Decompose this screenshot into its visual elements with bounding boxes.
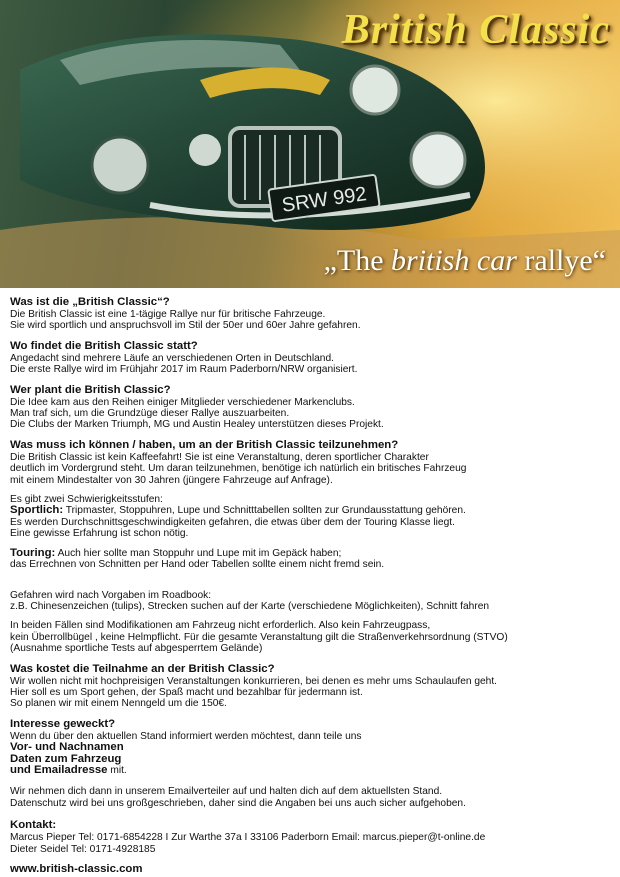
touring-text: Auch hier sollte man Stoppuhr und Lupe mit im Gepäck haben;	[55, 547, 342, 559]
tagline-open: „The	[323, 244, 392, 277]
section-roadbook	[10, 590, 610, 613]
text-line: Die erste Rallye wird im Frühjahr 2017 im Raum Paderborn/NRW organisiert.	[10, 364, 358, 376]
text-line: Wenn du über den aktuellen Stand informiert werden möchtest, dann teile uns	[10, 730, 362, 742]
section-mailing	[10, 786, 610, 809]
text-line: Man traf sich, um die Grundzüge dieser Rallye auszuarbeiten.	[10, 408, 290, 420]
header-banner	[0, 0, 620, 288]
contact-seidel: Dieter Seidel Tel: 0171-4928185	[10, 843, 156, 855]
section-touring	[10, 548, 610, 571]
text-line: Die British Classic ist kein Kaffeefahrt! Sie ist eine Veranstaltung, deren sportlicher Charakter	[10, 451, 429, 463]
text-line: (Ausnahme sportliche Tests auf abgesperrtem Gelände)	[10, 643, 263, 655]
text-line: Sie wird sportlich und anspruchsvoll im Stil der 50er und 60er Jahre gefahren.	[10, 320, 361, 332]
section-need	[10, 439, 610, 486]
heading-where: Wo findet die British Classic statt?	[10, 339, 198, 352]
required-email-tail: mit.	[107, 764, 127, 776]
text-line: Wir wollen nicht mit hochpreisigen Veranstaltungen konkurrieren, bei denen es mehr ums Schaulaufen geht.	[10, 675, 498, 687]
section-cost	[10, 663, 610, 710]
contact-pieper: Marcus Pieper Tel: 0171-6854228 I Zur Warthe 37a I 33106 Paderborn Email: marcus.pieper@t-online.de	[10, 832, 486, 844]
website-link[interactable]: www.british-classic.com	[10, 863, 143, 875]
section-contact	[10, 819, 610, 855]
section-rules	[10, 620, 610, 654]
required-email-line	[10, 765, 610, 776]
section-sport	[10, 505, 610, 539]
text-line: Die Clubs der Marken Triumph, MG und Austin Healey unterstützen dieses Projekt.	[10, 419, 384, 431]
heading-need: Was muss ich können / haben, um an der British Classic teilzunehmen?	[10, 438, 399, 451]
heading-who: Wer plant die British Classic?	[10, 383, 171, 396]
tagline-italic: british car	[391, 244, 517, 277]
heading-interest: Interesse geweckt?	[10, 717, 116, 730]
text-line: z.B. Chinesenzeichen (tulips), Strecken suchen auf der Karte (verschiedene Möglichkeiten), Schnitt fahren	[10, 600, 490, 612]
license-plate: SRW 992	[280, 183, 369, 217]
heading-contact: Kontakt:	[10, 819, 57, 832]
text-line: Es werden Durchschnittsgeschwindigkeiten gefahren, die etwas über dem der Touring Klasse liegt.	[10, 516, 455, 528]
brand-title: British Classic	[341, 7, 610, 53]
text-line: deutlich im Vordergrund steht. Um daran teilzunehmen, benötige ich natürlich ein britisches Fahrzeug	[10, 463, 467, 475]
section-interest	[10, 718, 610, 777]
section-where	[10, 340, 610, 376]
levels-intro: Es gibt zwei Schwierigkeitsstufen:	[10, 494, 163, 506]
text-line: So planen wir mit einem Nenngeld um die 150€.	[10, 698, 227, 710]
sport-label: Sportlich:	[10, 504, 64, 517]
text-line: Wir nehmen dich dann in unserem Emailverteiler auf und halten dich auf dem aktuellsten Stand.	[10, 786, 443, 798]
text-line: Gefahren wird nach Vorgaben im Roadbook:	[10, 589, 212, 601]
tagline	[324, 244, 606, 278]
info-text	[0, 288, 620, 875]
touring-first-line	[10, 548, 610, 559]
required-name: Vor- und Nachnamen	[10, 741, 124, 754]
text-line: Datenschutz wird bei uns großgeschrieben, daher sind die Angaben bei uns auch sicher aufgehoben.	[10, 797, 466, 809]
heading-cost: Was kostet die Teilnahme an der British Classic?	[10, 662, 275, 675]
text-line: Die British Classic ist eine 1-tägige Rallye nur für britische Fahrzeuge.	[10, 309, 326, 320]
text-line: Hier soll es um Sport gehen, der Spaß macht und bezahlbar für jedermann ist.	[10, 686, 363, 698]
text-line: Die Idee kam aus den Reihen einiger Mitglieder verschiedener Markenclubs.	[10, 396, 355, 408]
heading-what: Was ist die „British Classic“?	[10, 296, 170, 308]
required-vehicle: Daten zum Fahrzeug	[10, 752, 122, 765]
text-line: In beiden Fällen sind Modifikationen am Fahrzeug nicht erforderlich. Also kein Fahrzeugpass,	[10, 620, 431, 632]
text-line: mit einem Mindestalter von 30 Jahren (jüngere Fahrzeuge auf Anfrage).	[10, 474, 333, 486]
tagline-close: rallye“	[516, 244, 606, 277]
section-who	[10, 384, 610, 431]
text-line: das Errechnen von Schnitten per Hand oder Tabellen sollte einem nicht fremd sein.	[10, 559, 385, 571]
text-line: Eine gewisse Erfahrung ist schon nötig.	[10, 528, 189, 540]
text-line: kein Überrollbügel , keine Helmpflicht. Für die gesamte Veranstaltung gilt die Straßenverkehrsordnung (STVO)	[10, 631, 508, 643]
sport-first-line	[10, 505, 610, 516]
section-what	[10, 296, 610, 332]
sport-text: Tripmaster, Stoppuhren, Lupe und Schnitttabellen sollten zur Grundausstattung gehören.	[63, 505, 466, 517]
required-email: und Emailadresse	[10, 763, 108, 776]
text-line: Angedacht sind mehrere Läufe an verschiedenen Orten in Deutschland.	[10, 352, 334, 364]
touring-label: Touring:	[10, 546, 56, 559]
